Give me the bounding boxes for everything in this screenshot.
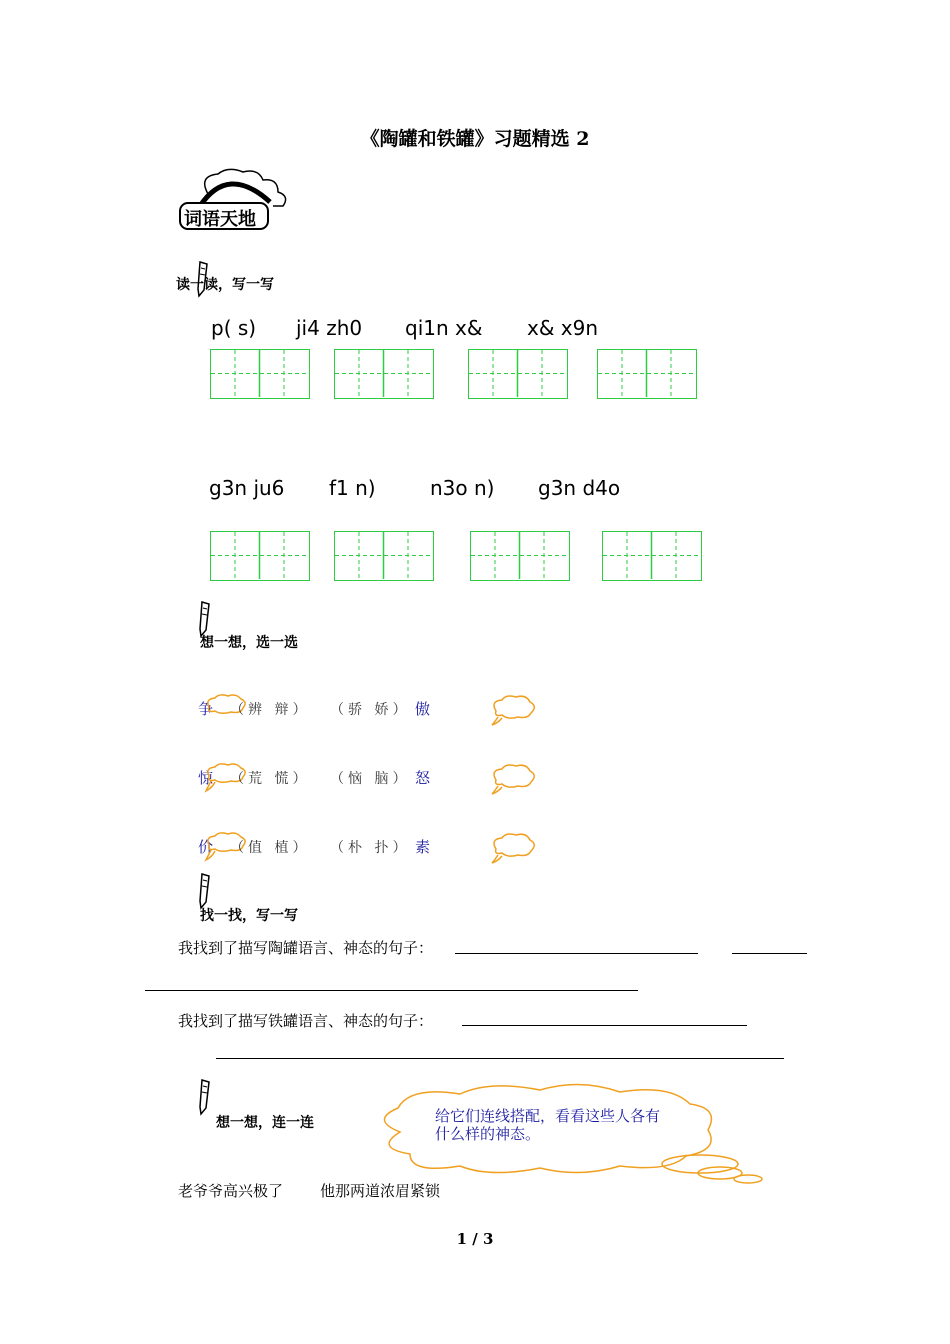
option-group-2[interactable]: （骄 娇） [330,702,411,718]
answer-cloud[interactable] [488,693,536,727]
char-first: 争 [198,700,214,718]
writing-grid[interactable] [468,349,568,399]
pinyin-8: g3n d4o [538,476,621,500]
answer-line[interactable] [732,953,807,954]
option-group-1[interactable]: （荒 慌） [230,771,311,787]
section-label-think-choose: 想一想，选一选 [200,635,298,651]
writing-grid[interactable] [470,531,570,581]
char-last: 怒 [415,769,431,787]
pen-icon [194,1078,214,1118]
prompt-iron-sentence: 我找到了描写铁罐语言、神态的句子： [178,1012,434,1030]
pinyin-1: p( s) [211,316,257,340]
option-group-2[interactable]: （恼 脑） [330,771,411,787]
pinyin-2: ji4 zh0 [296,316,363,340]
match-right-item[interactable]: 他那两道浓眉紧锁 [320,1182,441,1200]
section-label-connect: 想一想，连一连 [216,1115,314,1131]
page-title: 《陶罐和铁罐》习题精选 2 [360,128,590,150]
page-number: 1 / 3 [456,1230,494,1248]
match-left-item[interactable]: 老爷爷高兴极了 [178,1182,284,1200]
writing-grid[interactable] [334,349,434,399]
char-last: 素 [415,838,431,856]
section-label-read-write: 读一读，写一写 [176,277,274,293]
pinyin-4: x& x9n [527,316,599,340]
answer-line[interactable] [145,990,638,991]
answer-line[interactable] [462,1025,747,1026]
writing-grid[interactable] [334,531,434,581]
pinyin-5: g3n ju6 [209,476,285,500]
option-group-2[interactable]: （朴 扑） [330,840,411,856]
answer-cloud[interactable] [488,762,536,796]
pinyin-3: qi1n x& [405,316,483,340]
writing-grid[interactable] [210,349,310,399]
section-label-find-write: 找一找，写一写 [200,908,298,924]
pinyin-7: n3o n) [430,476,495,500]
writing-grid[interactable] [210,531,310,581]
pinyin-6: f1 n) [329,476,376,500]
answer-line[interactable] [455,953,698,954]
writing-grid[interactable] [597,349,697,399]
answer-line[interactable] [216,1058,784,1059]
char-first: 价 [198,838,214,856]
char-last: 傲 [415,700,431,718]
writing-grid[interactable] [602,531,702,581]
char-first: 惊 [198,769,214,787]
option-group-1[interactable]: （值 植） [230,840,311,856]
answer-cloud[interactable] [488,831,536,865]
option-group-1[interactable]: （辨 辩） [230,702,311,718]
hint-text: 给它们连线搭配，看看这些人各有什么样的神态。 [435,1107,661,1143]
prompt-pottery-sentence: 我找到了描写陶罐语言、神态的句子： [178,939,434,957]
logo-text: 词语天地 [184,209,256,230]
